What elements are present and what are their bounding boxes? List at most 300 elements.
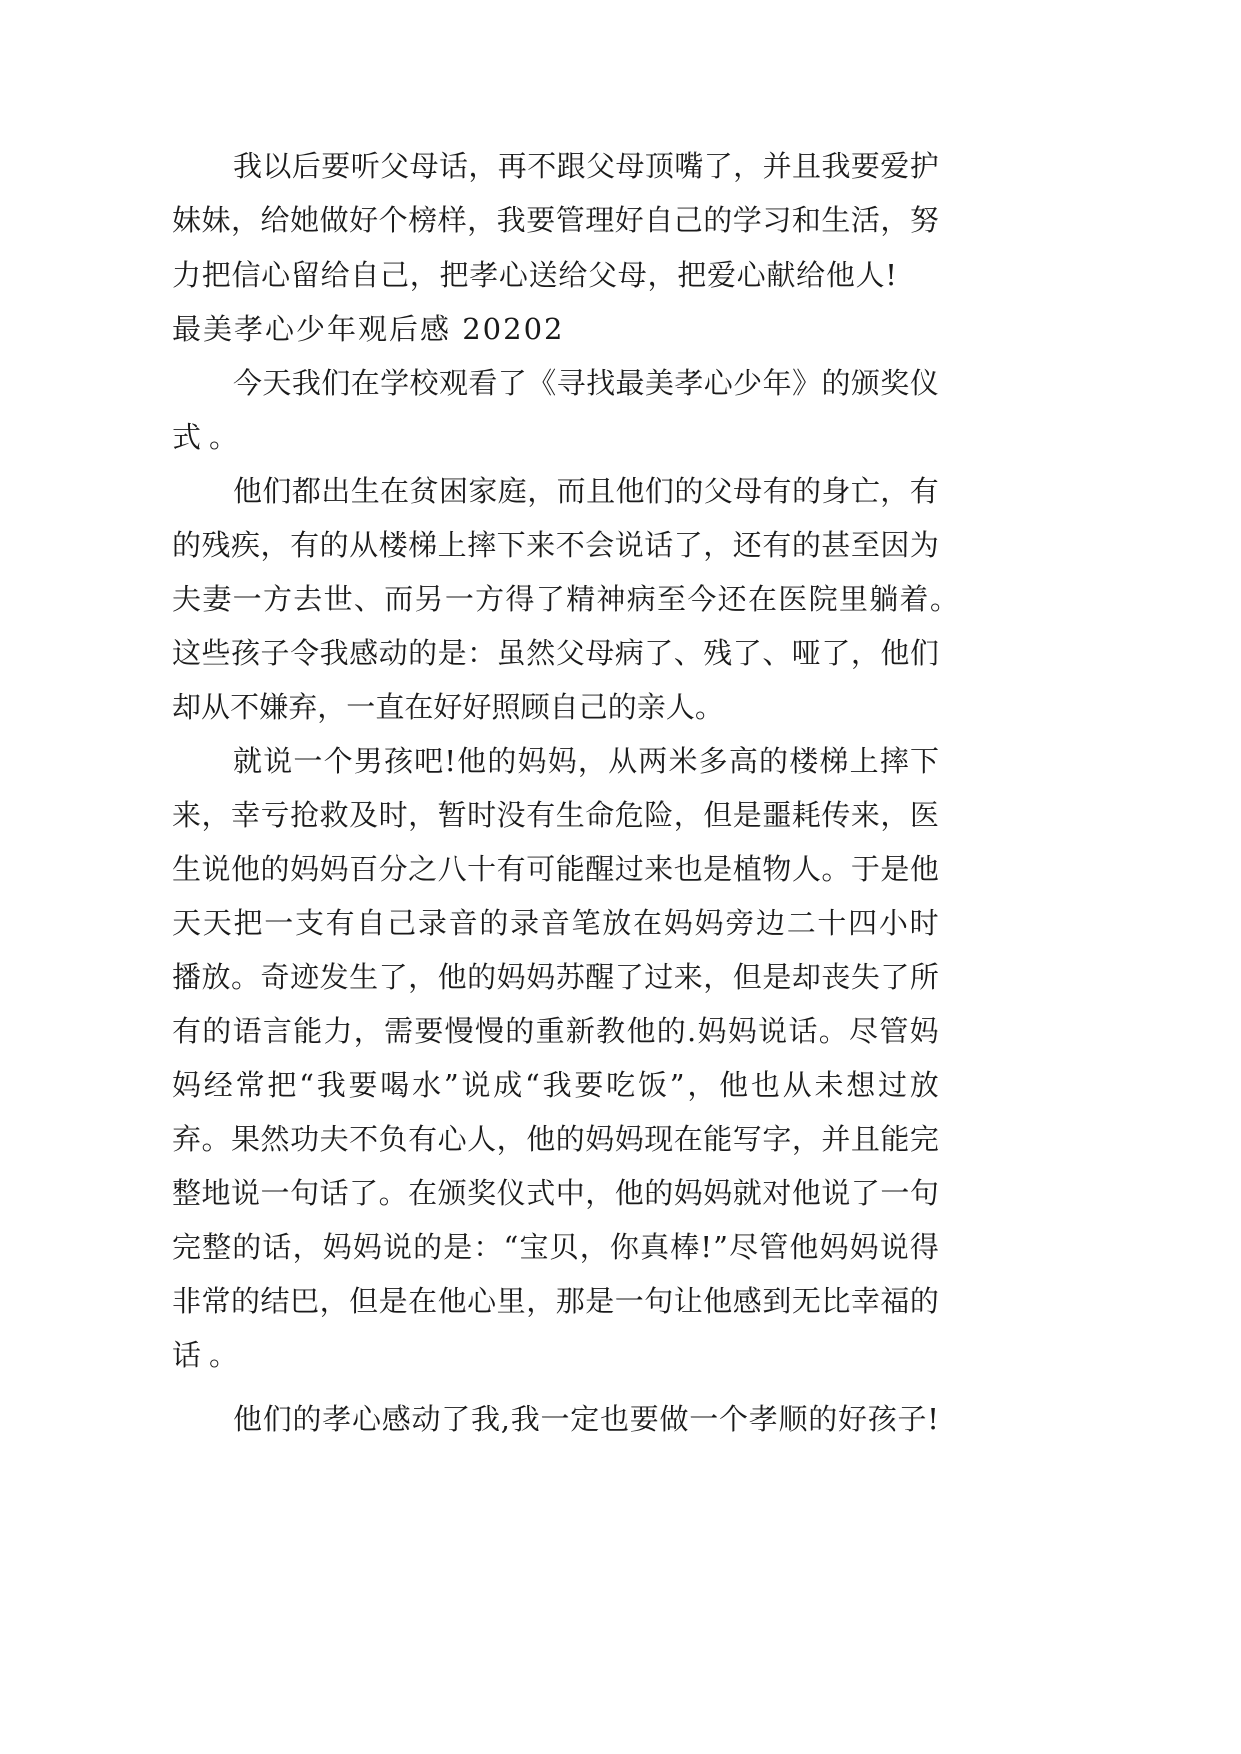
- text-char: !: [444, 744, 456, 778]
- text-char: ”: [713, 1230, 728, 1264]
- text-char: 未: [814, 1068, 844, 1102]
- text-char: 危: [614, 798, 644, 832]
- text-char: 是: [585, 1284, 615, 1318]
- text-char: 跟: [556, 149, 586, 183]
- text-line-24: [0, 1386, 1241, 1452]
- text-char: 心: [261, 258, 291, 292]
- text-char: ，: [791, 1122, 821, 1156]
- text-char: 小: [878, 906, 908, 940]
- text-char: 虽: [496, 636, 526, 670]
- text-char: 病: [626, 582, 656, 616]
- text-char: 疾: [231, 528, 261, 562]
- text-char: 宝: [519, 1230, 549, 1264]
- text-char: 学: [732, 203, 762, 237]
- text-char: 的: [644, 1176, 674, 1210]
- text-char: 我: [496, 203, 526, 237]
- text-char: 在: [673, 1122, 703, 1156]
- text-char: 吃: [606, 1068, 636, 1102]
- text-char: 抢: [290, 798, 320, 832]
- text-char: 贫: [409, 474, 439, 508]
- text-char: 现: [644, 1122, 674, 1156]
- text-char: 今: [233, 366, 263, 400]
- text-char: 也: [750, 1068, 780, 1102]
- text-char: 们: [321, 366, 351, 400]
- text-char: 妈: [909, 1014, 939, 1048]
- text-char: 好: [837, 1402, 867, 1436]
- text-char: 家: [468, 474, 498, 508]
- text-char: 在: [408, 1176, 438, 1210]
- text-char: 两: [638, 744, 668, 778]
- text-char: 残: [703, 636, 733, 670]
- text-char: 嘴: [674, 149, 704, 183]
- text-char: 过: [614, 852, 644, 886]
- text-char: 里: [838, 582, 868, 616]
- text-char: 习: [762, 203, 792, 237]
- text-char: 字: [762, 1122, 792, 1156]
- text-char: 管: [879, 1014, 909, 1048]
- text-char: 人: [467, 1122, 497, 1156]
- text-char: 美: [644, 366, 674, 400]
- text-char: 有: [408, 1122, 438, 1156]
- text-char: 这: [172, 636, 202, 670]
- text-char: 妻: [202, 582, 232, 616]
- text-char: 要: [850, 149, 880, 183]
- text-char: 年: [762, 366, 792, 400]
- text-char: 对: [762, 1176, 792, 1210]
- text-char: 说: [614, 528, 644, 562]
- text-char: 好: [349, 203, 379, 237]
- text-char: ，: [880, 203, 910, 237]
- text-char: 的: [808, 1402, 838, 1436]
- text-char: 并: [821, 1122, 851, 1156]
- text-char: 说: [201, 852, 231, 886]
- text-char: 的: [408, 636, 438, 670]
- text-char: 让: [673, 1284, 703, 1318]
- text-char: 中: [555, 1176, 585, 1210]
- text-char: 心: [736, 258, 766, 292]
- text-char: 。: [378, 1176, 408, 1210]
- text-char: 力: [323, 1014, 353, 1048]
- text-char: 妈: [849, 1230, 879, 1264]
- text-char: ，: [673, 798, 703, 832]
- text-char: 的: [607, 690, 637, 724]
- text-char: 爱: [880, 149, 910, 183]
- text-char: 心: [703, 366, 733, 400]
- text-char: 。: [231, 960, 261, 994]
- text-char: 做: [659, 1402, 689, 1436]
- text-char: 重: [535, 1014, 565, 1048]
- text-char: 在: [350, 366, 380, 400]
- text-char: 传: [821, 798, 851, 832]
- text-char: 且: [850, 1122, 880, 1156]
- text-char: 的: [202, 1014, 232, 1048]
- text-char: 妈: [517, 744, 547, 778]
- text-char: 就: [732, 1176, 762, 1210]
- text-char: 而: [384, 582, 414, 616]
- text-char: 下: [909, 744, 939, 778]
- text-char: 的: [555, 1122, 585, 1156]
- text-char: 从: [201, 690, 231, 724]
- text-char: ，: [317, 690, 347, 724]
- text-char: !: [927, 1402, 939, 1436]
- text-char: 至: [657, 582, 687, 616]
- text-char: 一: [880, 1176, 910, 1210]
- text-char: 有: [762, 528, 792, 562]
- text-char: 把: [267, 1068, 297, 1102]
- text-char: 会: [585, 528, 615, 562]
- text-char: ，: [231, 203, 261, 237]
- text-char: 人: [855, 258, 885, 292]
- section-title-text: 最美孝心少年观后感 20202: [172, 312, 565, 346]
- text-char: 救: [319, 798, 349, 832]
- text-char: 生: [350, 474, 380, 508]
- text-char: 给: [796, 258, 826, 292]
- text-char: 要: [348, 1068, 378, 1102]
- text-char: 后: [291, 149, 321, 183]
- text-char: 妈: [172, 1068, 202, 1102]
- text-char: 从: [782, 1068, 812, 1102]
- text-char: ，: [292, 1230, 322, 1264]
- text-char: 个: [323, 744, 353, 778]
- text-char: 幸: [850, 1284, 880, 1318]
- text-char: 自: [549, 690, 579, 724]
- text-char: 和: [791, 203, 821, 237]
- text-char: 四: [848, 906, 878, 940]
- text-char: 非: [172, 1284, 202, 1318]
- text-char: 然: [260, 1122, 290, 1156]
- text-char: 的: [319, 528, 349, 562]
- text-char: 以: [262, 149, 292, 183]
- text-char: 的: [821, 366, 851, 400]
- text-char: 妹: [172, 203, 202, 237]
- text-char: 常: [235, 1068, 265, 1102]
- text-char: 他: [703, 1284, 733, 1318]
- text-char: 说: [461, 1068, 491, 1102]
- text-char: 榜: [408, 203, 438, 237]
- text-char: 完: [172, 1230, 202, 1264]
- text-char: 生: [821, 203, 851, 237]
- text-char: 八: [437, 852, 467, 886]
- text-char: 奇: [260, 960, 290, 994]
- text-char: 高: [728, 744, 758, 778]
- text-char: 写: [732, 1122, 762, 1156]
- text-char: 幸: [231, 798, 261, 832]
- text-char: 。: [818, 1014, 848, 1048]
- text-char: 颁: [437, 1176, 467, 1210]
- text-char: 且: [586, 474, 616, 508]
- text-char: 真: [640, 1230, 670, 1264]
- text-char: 的: [232, 1230, 262, 1264]
- text-char: 成: [493, 1068, 523, 1102]
- text-char: 孝: [322, 1402, 352, 1436]
- text-char: 下: [496, 528, 526, 562]
- text-char: 哑: [791, 636, 821, 670]
- text-char: 录: [510, 906, 540, 940]
- text-char: 旁: [725, 906, 755, 940]
- text-char: 送: [528, 258, 558, 292]
- text-char: 、: [762, 636, 792, 670]
- text-char: 的: [656, 1014, 686, 1048]
- text-char: 了: [378, 960, 408, 994]
- justified-text: [233, 1386, 939, 1452]
- text-char: 妈: [526, 960, 556, 994]
- text-char: 着: [899, 582, 929, 616]
- text-char: ，: [585, 1176, 615, 1210]
- text-char: 得: [909, 1230, 939, 1264]
- text-char: 话: [644, 528, 674, 562]
- text-char: ，: [408, 960, 438, 994]
- text-char: 语: [232, 1014, 262, 1048]
- text-char: 留: [290, 258, 320, 292]
- text-char: 他: [719, 1068, 749, 1102]
- text-char: 校: [409, 366, 439, 400]
- text-char: 。: [821, 852, 851, 886]
- text-line-23: [0, 1322, 1241, 1388]
- text-char: 我: [821, 149, 851, 183]
- text-char: 话: [788, 1014, 818, 1048]
- text-char: 一: [444, 582, 474, 616]
- text-char: 的: [792, 474, 822, 508]
- text-char: 说: [758, 1014, 788, 1048]
- text-char: 苏: [555, 960, 585, 994]
- text-char: 梯: [819, 744, 849, 778]
- text-char: 院: [808, 582, 838, 616]
- text-char: 弃: [288, 690, 318, 724]
- text-char: 听: [350, 149, 380, 183]
- text-char: 整: [202, 1230, 232, 1264]
- text-char: 人: [665, 690, 695, 724]
- text-char: 我: [319, 636, 349, 670]
- text-char: 却: [791, 960, 821, 994]
- text-char: 他: [231, 852, 261, 886]
- text-char: 险: [644, 798, 674, 832]
- text-char: 奖: [467, 1176, 497, 1210]
- text-char: 我: [291, 366, 321, 400]
- text-char: 能: [555, 852, 585, 886]
- text-char: 所: [909, 960, 939, 994]
- text-char: 的: [231, 1284, 261, 1318]
- text-char: 多: [698, 744, 728, 778]
- text-char: 然: [526, 636, 556, 670]
- text-char: 来: [850, 798, 880, 832]
- text-char: 暂: [437, 798, 467, 832]
- text-char: 妈: [703, 1176, 733, 1210]
- text-char: 好: [614, 203, 644, 237]
- text-char: 上: [849, 744, 879, 778]
- text-char: 来: [172, 798, 202, 832]
- text-char: 了: [821, 636, 851, 670]
- text-char: 的: [505, 1014, 535, 1048]
- text-char: 都: [291, 474, 321, 508]
- text-char: 吧: [414, 744, 444, 778]
- text-char: 来: [673, 960, 703, 994]
- text-char: 负: [378, 1122, 408, 1156]
- text-char: 感: [349, 636, 379, 670]
- text-char: ，: [579, 1230, 609, 1264]
- text-char: 《: [527, 366, 557, 400]
- text-char: 来: [644, 852, 674, 886]
- text-char: 能: [880, 1122, 910, 1156]
- text-char: 说: [231, 1176, 261, 1210]
- text-char: 贝: [549, 1230, 579, 1264]
- text-char: 顾: [520, 690, 550, 724]
- text-char: 经: [203, 1068, 233, 1102]
- text-char: 要: [526, 203, 556, 237]
- text-char: 是: [880, 852, 910, 886]
- text-char: 。: [694, 690, 724, 724]
- text-char: 己: [387, 906, 417, 940]
- text-char: 了: [535, 582, 565, 616]
- text-char: 是: [437, 636, 467, 670]
- text-char: 妈: [819, 1230, 849, 1264]
- text-char: ：: [467, 636, 497, 670]
- text-char: 到: [762, 1284, 792, 1318]
- text-char: 整: [172, 1176, 202, 1210]
- text-char: 一: [260, 1176, 290, 1210]
- text-char: 出: [321, 474, 351, 508]
- text-char: 功: [290, 1122, 320, 1156]
- text-char: 要: [629, 1402, 659, 1436]
- text-char: ，: [319, 1284, 349, 1318]
- text-char: 弃: [172, 1122, 202, 1156]
- text-char: 亲: [636, 690, 666, 724]
- text-char: 要: [574, 1068, 604, 1102]
- text-char: 说: [879, 1230, 909, 1264]
- text-char: 他: [233, 1402, 263, 1436]
- text-char: 父: [703, 474, 733, 508]
- text-char: 梯: [408, 528, 438, 562]
- text-char: .: [687, 1014, 697, 1048]
- text-char: 了: [441, 1402, 471, 1436]
- text-char: ，: [408, 798, 438, 832]
- text-char: 是: [762, 960, 792, 994]
- text-char: 妈: [290, 852, 320, 886]
- text-char: 天: [172, 906, 202, 940]
- text-char: 。: [929, 582, 959, 616]
- text-char: 从: [608, 744, 638, 778]
- text-char: 在: [404, 690, 434, 724]
- text-char: 管: [759, 1230, 789, 1264]
- text-char: 人: [791, 852, 821, 886]
- text-char: 今: [687, 582, 717, 616]
- text-char: 并: [762, 149, 792, 183]
- text-char: 观: [438, 366, 468, 400]
- text-char: 妈: [694, 906, 724, 940]
- text-char: 十: [467, 852, 497, 886]
- text-char: 献: [766, 258, 796, 292]
- text-char: 支: [294, 906, 324, 940]
- text-char: 结: [260, 1284, 290, 1318]
- text-char: 生: [555, 798, 585, 832]
- text-char: 放: [909, 1068, 939, 1102]
- text-char: 的: [759, 744, 789, 778]
- text-char: 管: [555, 203, 585, 237]
- text-char: 来: [526, 528, 556, 562]
- text-char: 无: [791, 1284, 821, 1318]
- text-char: ,: [500, 1402, 510, 1436]
- text-char: 了: [349, 1176, 379, 1210]
- text-char: 把: [439, 258, 469, 292]
- text-char: 心: [467, 1284, 497, 1318]
- text-char: 妹: [201, 203, 231, 237]
- text-char: 噩: [762, 798, 792, 832]
- text-char: 己: [380, 258, 410, 292]
- text-char: 慢: [474, 1014, 504, 1048]
- text-char: 们: [262, 1402, 292, 1436]
- text-char: 躺: [869, 582, 899, 616]
- text-char: 你: [609, 1230, 639, 1264]
- text-char: 我: [471, 1402, 501, 1436]
- text-char: 能: [293, 1014, 323, 1048]
- text-char: ，: [687, 1068, 717, 1102]
- text-char: 里: [496, 1284, 526, 1318]
- text-char: 命: [585, 798, 615, 832]
- text-char: 时: [378, 798, 408, 832]
- text-char: 再: [497, 149, 527, 183]
- text-char: 但: [703, 798, 733, 832]
- text-char: 他: [909, 852, 939, 886]
- text-char: 生: [172, 852, 202, 886]
- text-char: 看: [468, 366, 498, 400]
- text-char: 录: [417, 906, 447, 940]
- text-char: 果: [231, 1122, 261, 1156]
- text-char: 方: [475, 582, 505, 616]
- text-char: 他: [825, 258, 855, 292]
- text-char: 信: [231, 258, 261, 292]
- text-char: 活: [850, 203, 880, 237]
- text-char: 耗: [791, 798, 821, 832]
- text-char: 夫: [319, 1122, 349, 1156]
- text-char: 神: [596, 582, 626, 616]
- text-char: 有: [526, 798, 556, 832]
- text-char: 有: [172, 1014, 202, 1048]
- text-char: 他: [791, 1176, 821, 1210]
- text-char: 妈: [352, 1230, 382, 1264]
- text-char: 了: [703, 149, 733, 183]
- text-char: 的: [467, 960, 497, 994]
- text-char: 他: [526, 1122, 556, 1156]
- text-char: 慢: [444, 1014, 474, 1048]
- text-char: 的: [292, 1402, 322, 1436]
- text-char: 妈: [322, 1230, 352, 1264]
- text-char: 句: [909, 1176, 939, 1210]
- text-char: 也: [599, 1402, 629, 1436]
- text-char: 护: [909, 149, 939, 183]
- text-char: 音: [540, 906, 570, 940]
- text-char: 他: [626, 1014, 656, 1048]
- text-char: ，: [353, 1014, 383, 1048]
- text-char: 有: [762, 474, 792, 508]
- text-char: 动: [378, 636, 408, 670]
- text-char: 句: [290, 1176, 320, 1210]
- text-char: 摔: [467, 528, 497, 562]
- text-char: 需: [384, 1014, 414, 1048]
- text-char: ，: [647, 258, 677, 292]
- text-char: 的: [791, 528, 821, 562]
- text-char: 母: [409, 149, 439, 183]
- text-char: 放: [602, 906, 632, 940]
- text-char: ，: [850, 636, 880, 670]
- text-char: 另: [414, 582, 444, 616]
- text-char: 定: [570, 1402, 600, 1436]
- text-char: 了: [614, 960, 644, 994]
- text-char: 百: [349, 852, 379, 886]
- text-char: 少: [733, 366, 763, 400]
- text-char: 仪: [496, 1176, 526, 1210]
- text-char: 教: [596, 1014, 626, 1048]
- text-char: 常: [201, 1284, 231, 1318]
- text-char: 那: [555, 1284, 585, 1318]
